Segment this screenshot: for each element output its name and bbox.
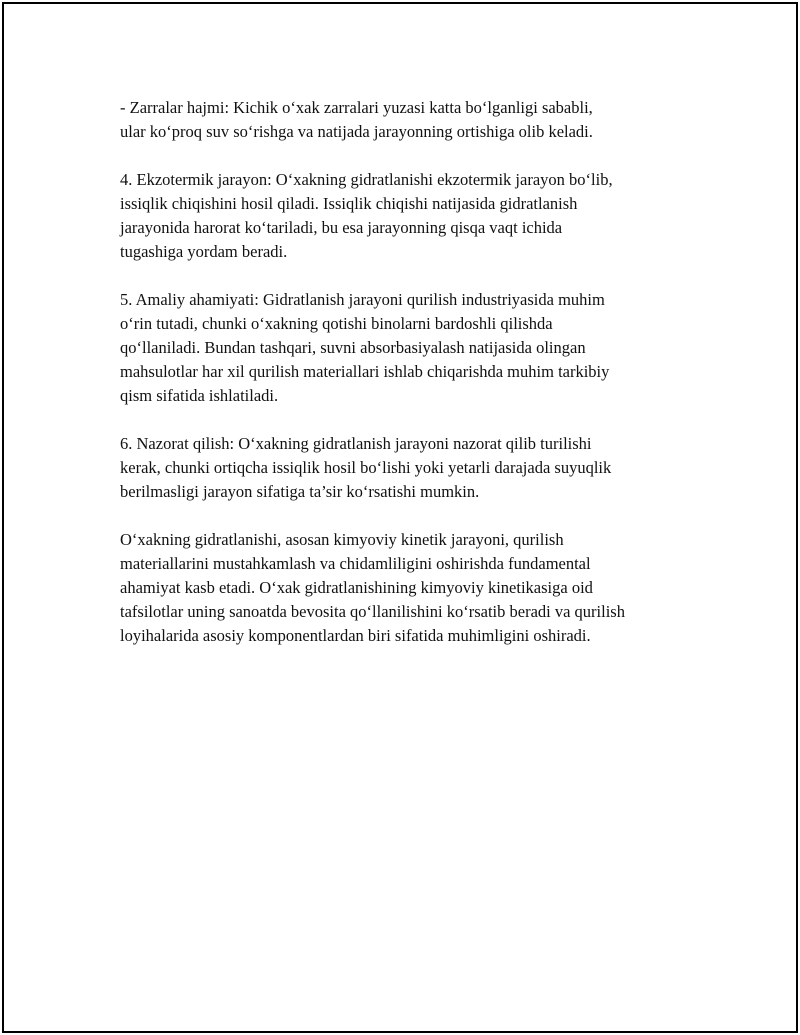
document-body	[120, 96, 720, 672]
paragraph-control: 6. Nazorat qilish: O‘xakning gidratlanish jarayoni nazorat qilib turilishi kerak, chunki ortiqcha issiqlik hosil bo‘lishi yoki yetarli darajada suyuqlik berilmasligi jarayon sifatiga ta’sir ko‘rsatishi mumkin.	[120, 434, 612, 501]
page-frame	[2, 2, 798, 1033]
paragraph-particle-size: - Zarralar hajmi: Kichik o‘xak zarralari yuzasi katta bo‘lganligi sababli, ular ko‘proq suv so‘rishga va natijada jarayonning ortishiga olib keladi.	[120, 98, 593, 141]
paragraph-practical-importance: 5. Amaliy ahamiyati: Gidratlanish jarayoni qurilish industriyasida muhim o‘rin tutadi, chunki o‘xakning qotishi binolarni bardoshli qilishda qo‘llaniladi. Bundan tashqari, suvni absorbasiyalash natijasida olingan mahsulotlar har xil qurilish materiallari ishlab chiqarishda muhim tarkibiy qism sifatida ishlatiladi.	[120, 290, 610, 405]
paragraph-conclusion: O‘xakning gidratlanishi, asosan kimyoviy kinetik jarayoni, qurilish materiallarini mustahkamlash va chidamliligini oshirishda fundamental ahamiyat kasb etadi. O‘xak gidratlanishining kimyoviy kinetikasiga oid tafsilotlar uning sanoatda bevosita qo‘llanilishini ko‘rsatib beradi va qurilish loyihalarida asosiy komponentlardan biri sifatida muhimligini oshiradi.	[120, 530, 625, 645]
paragraph-exothermic-process: 4. Ekzotermik jarayon: O‘xakning gidratlanishi ekzotermik jarayon bo‘lib, issiqlik chiqishini hosil qiladi. Issiqlik chiqishi natijasida gidratlanish jarayonida harorat ko‘tariladi, bu esa jarayonning qisqa vaqt ichida tugashiga yordam beradi.	[120, 170, 613, 261]
